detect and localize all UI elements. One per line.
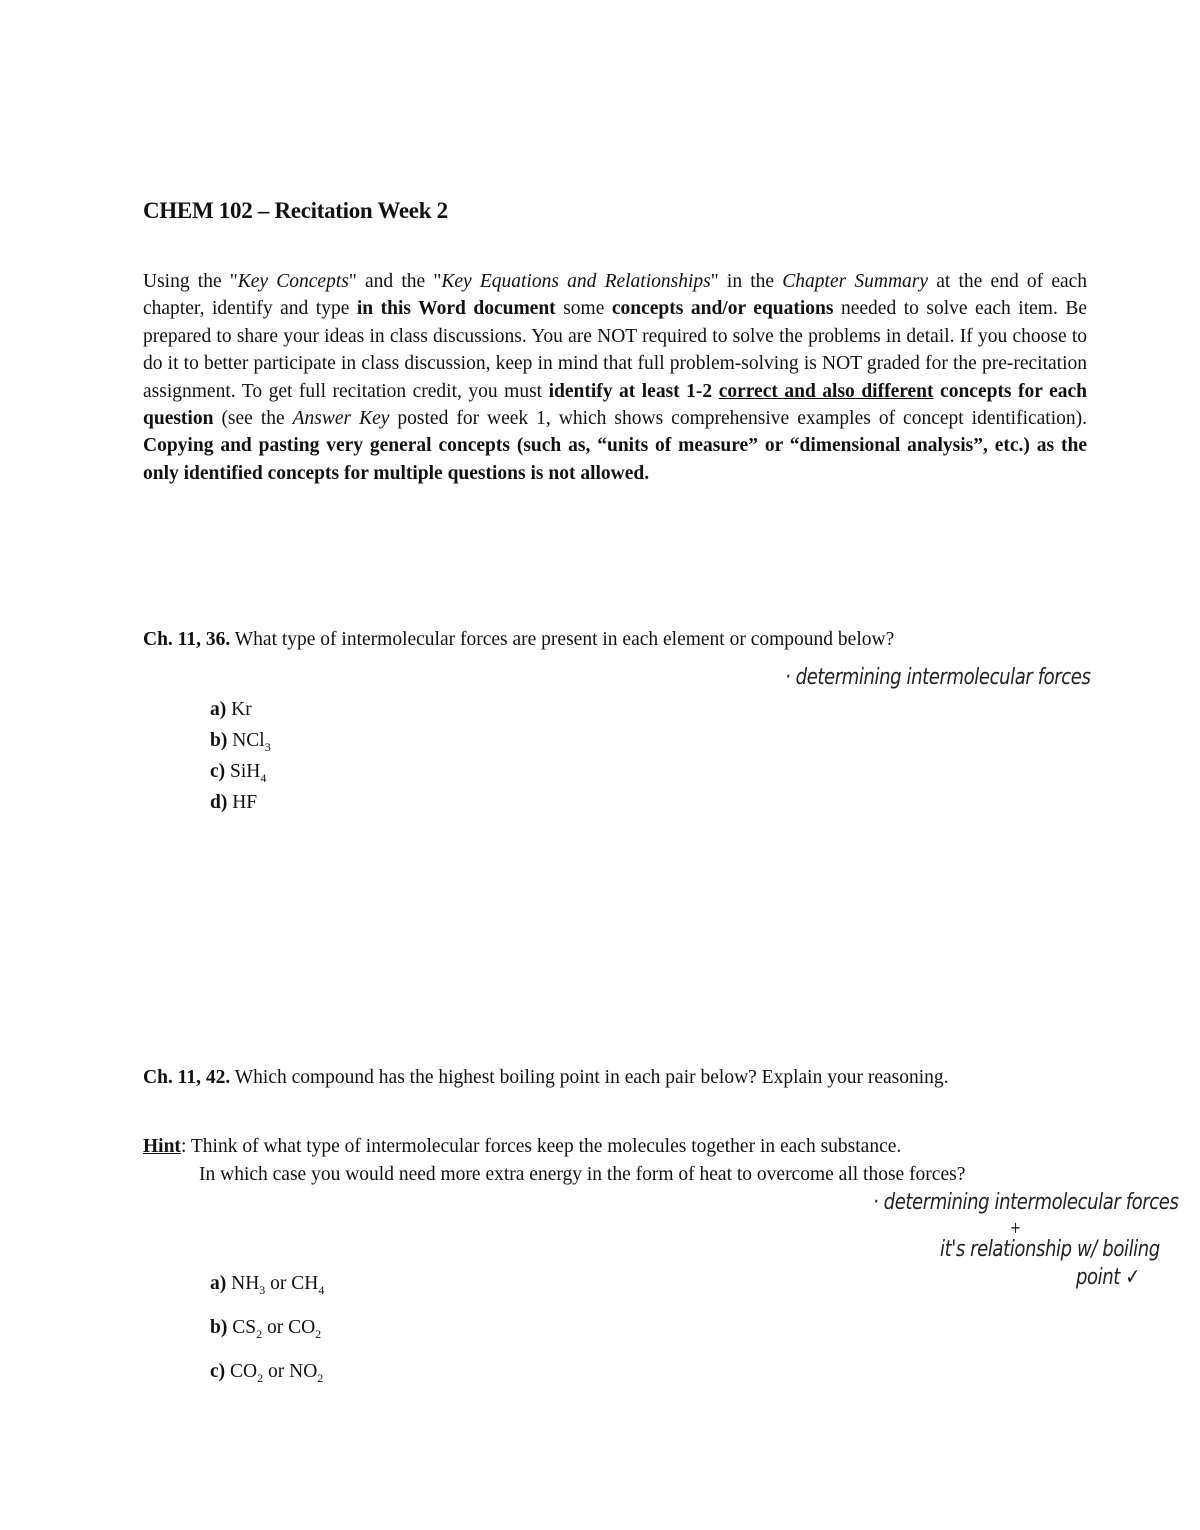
intro-key-equations: Key Equations and Relationships <box>441 271 711 292</box>
option-label: d) <box>210 792 228 813</box>
question-label: Ch. 11, 42. <box>143 1067 231 1088</box>
intro-text: " and the " <box>348 271 442 292</box>
intro-bold: concepts for each question <box>143 380 1087 430</box>
option-subscript: 3 <box>264 740 271 754</box>
intro-bold: concepts and/or equations <box>611 298 834 320</box>
intro-bold: Copying and pasting very general concepts (such as, “units of measure” or “dimensional analysis”, etc.) as the only identified concepts for multiple questions is not allowed. <box>143 435 1087 484</box>
option-text: HF <box>232 792 258 813</box>
compound-subscript: 3 <box>259 1283 266 1297</box>
option-item <box>210 725 271 756</box>
compound: NO <box>289 1361 318 1382</box>
intro-text: posted for week 1, which shows comprehensive examples of concept identification). <box>389 408 1087 430</box>
intro-bold: in this Word document <box>356 298 556 320</box>
hint-label: Hint <box>143 1136 181 1157</box>
intro-text: at the end of each chapter, identify and type <box>143 271 1088 320</box>
option-label: b) <box>210 730 228 751</box>
compound: CO <box>230 1361 258 1382</box>
compound-subscript: 2 <box>315 1327 322 1341</box>
intro-bold-underline: correct and also different <box>718 380 934 402</box>
option-item <box>210 1350 324 1394</box>
handwritten-note: it's relationship w/ boiling <box>940 1237 1160 1262</box>
compound-subscript: 2 <box>256 1327 263 1341</box>
intro-answer-key: Answer Key <box>292 408 390 430</box>
handwritten-note: · determining intermolecular forces <box>785 665 1091 690</box>
hint-continuation: In which case you would need more extra energy in the form of heat to overcome all those forces? <box>199 1164 966 1185</box>
or-text: or <box>262 1317 289 1338</box>
compound-subscript: 2 <box>317 1371 324 1385</box>
option-item <box>210 694 271 725</box>
question-1-options <box>210 694 271 818</box>
hint-block <box>143 1133 1083 1189</box>
compound: CO <box>288 1317 316 1338</box>
compound-subscript: 4 <box>318 1283 325 1297</box>
intro-chapter-summary: Chapter Summary <box>782 271 929 292</box>
option-subscript: 4 <box>260 771 267 785</box>
option-text: SiH <box>230 761 261 782</box>
question-1 <box>143 626 1087 654</box>
option-label: c) <box>210 761 226 782</box>
option-item <box>210 1306 324 1350</box>
handwritten-plus: + <box>1010 1218 1021 1237</box>
or-text: or <box>265 1273 292 1294</box>
option-label: b) <box>210 1317 228 1338</box>
option-item <box>210 756 271 787</box>
question-label: Ch. 11, 36. <box>143 629 231 650</box>
compound: NH <box>231 1273 260 1294</box>
intro-key-concepts: Key Concepts <box>237 271 349 292</box>
compound-subscript: 2 <box>257 1371 264 1385</box>
handwritten-note: point ✓ <box>1076 1265 1140 1290</box>
intro-text: (see the <box>213 408 293 430</box>
intro-text: some <box>555 298 612 320</box>
intro-bold: identify at least 1-2 <box>548 380 719 402</box>
question-text: What type of intermolecular forces are present in each element or compound below? <box>230 629 895 650</box>
question-text: Which compound has the highest boiling point in each pair below? Explain your reasoning. <box>230 1067 949 1088</box>
option-label: c) <box>210 1361 226 1382</box>
option-text: Kr <box>231 699 252 720</box>
handwritten-note: · determining intermolecular forces <box>873 1190 1179 1215</box>
option-label: a) <box>210 699 227 720</box>
option-item <box>210 787 271 818</box>
intro-text: Using the " <box>143 271 238 292</box>
or-text: or <box>263 1361 290 1382</box>
option-label: a) <box>210 1273 227 1294</box>
intro-text: " in the <box>710 271 783 292</box>
compound: CS <box>232 1317 257 1338</box>
question-2 <box>143 1064 1087 1092</box>
question-2-options <box>210 1262 324 1394</box>
hint-text: : Think of what type of intermolecular forces keep the molecules together in each substance. <box>180 1136 902 1157</box>
option-item <box>210 1262 324 1306</box>
page-title: CHEM 102 – Recitation Week 2 <box>143 198 448 223</box>
instructions-paragraph <box>143 268 1087 487</box>
compound: CH <box>291 1273 319 1294</box>
option-text: NCl <box>232 730 265 751</box>
intro-text: needed to solve each item. Be prepared to share your ideas in class discussions. You are NOT required to solve the problems in detail. If you choose to do it to better participate in class discussion, keep in mind that full problem-solving is NOT graded for the pre-recitation assignment. To get full recitation credit, you must <box>143 298 1087 402</box>
